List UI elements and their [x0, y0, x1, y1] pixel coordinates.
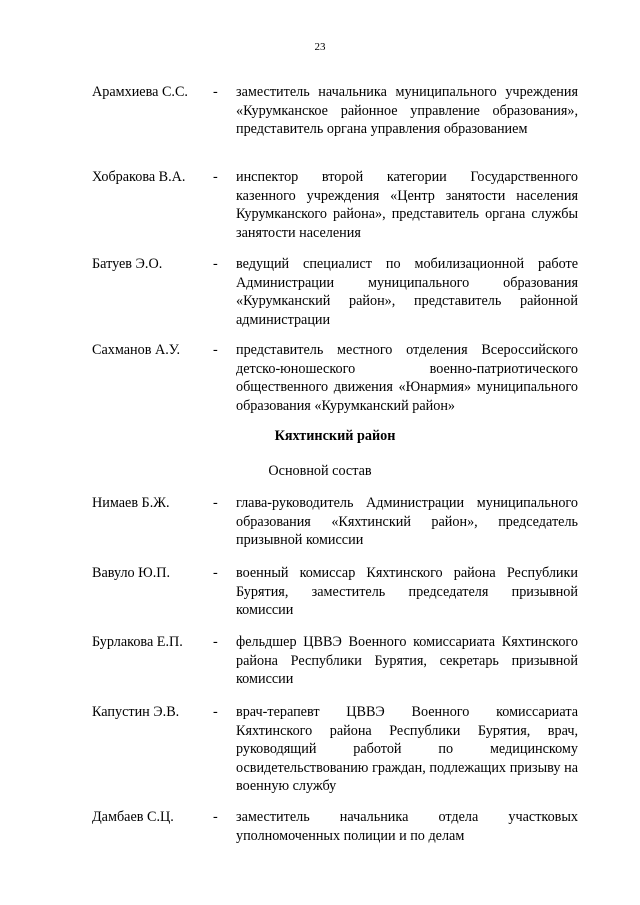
member-dash: - [213, 565, 218, 581]
member-dash: - [213, 256, 218, 272]
member-name: Вавуло Ю.П. [92, 565, 171, 581]
member-description: инспектор второй категории Государственного казенного учреждения «Центр занятости населения Курумканского района», представитель органа службы занятости населения [236, 169, 578, 241]
member-dash: - [213, 495, 218, 511]
member-name: Бурлакова Е.П. [92, 634, 183, 650]
member-name: Дамбаев С.Ц. [92, 809, 174, 825]
member-dash: - [213, 809, 218, 825]
member-description: ведущий специалист по мобилизационной работе Администрации муниципального образования «Курумканский район», представитель районной администрации [236, 256, 578, 328]
member-name: Сахманов А.У. [92, 342, 181, 358]
member-name: Батуев Э.О. [92, 256, 163, 272]
section-subheading: Основной состав [268, 463, 372, 479]
member-dash: - [213, 634, 218, 650]
page-number: 23 [314, 41, 326, 53]
member-dash: - [213, 342, 218, 358]
member-description: военный комиссар Кяхтинского района Республики Бурятия, заместитель председателя призывной комиссии [236, 565, 578, 618]
member-description: врач-терапевт ЦВВЭ Военного комиссариата Кяхтинского района Республики Бурятия, врач, руководящий работой по медицинскому освидетельствованию граждан, подлежащих призыву на военную службу [236, 704, 578, 794]
member-name: Хобракова В.А. [92, 169, 186, 185]
member-name: Арамхиева С.С. [92, 84, 188, 100]
member-description: глава-руководитель Администрации муниципального образования «Кяхтинский район», председатель призывной комиссии [236, 495, 578, 548]
member-description: представитель местного отделения Всероссийского детско-юношеского военно-патриотического общественного движения «Юнармия» муниципального образования «Курумканский район» [236, 342, 578, 414]
member-name: Нимаев Б.Ж. [92, 495, 170, 511]
member-dash: - [213, 84, 218, 100]
member-dash: - [213, 169, 218, 185]
member-description: заместитель начальника отдела участковых уполномоченных полиции и по делам [236, 809, 578, 844]
member-name: Капустин Э.В. [92, 704, 180, 720]
member-dash: - [213, 704, 218, 720]
section-heading: Кяхтинский район [274, 428, 396, 444]
member-description: фельдшер ЦВВЭ Военного комиссариата Кяхтинского района Республики Бурятия, секретарь призывной комиссии [236, 634, 578, 687]
member-description: заместитель начальника муниципального учреждения «Курумканское районное управление образования», представитель органа управления образованием [236, 84, 578, 137]
